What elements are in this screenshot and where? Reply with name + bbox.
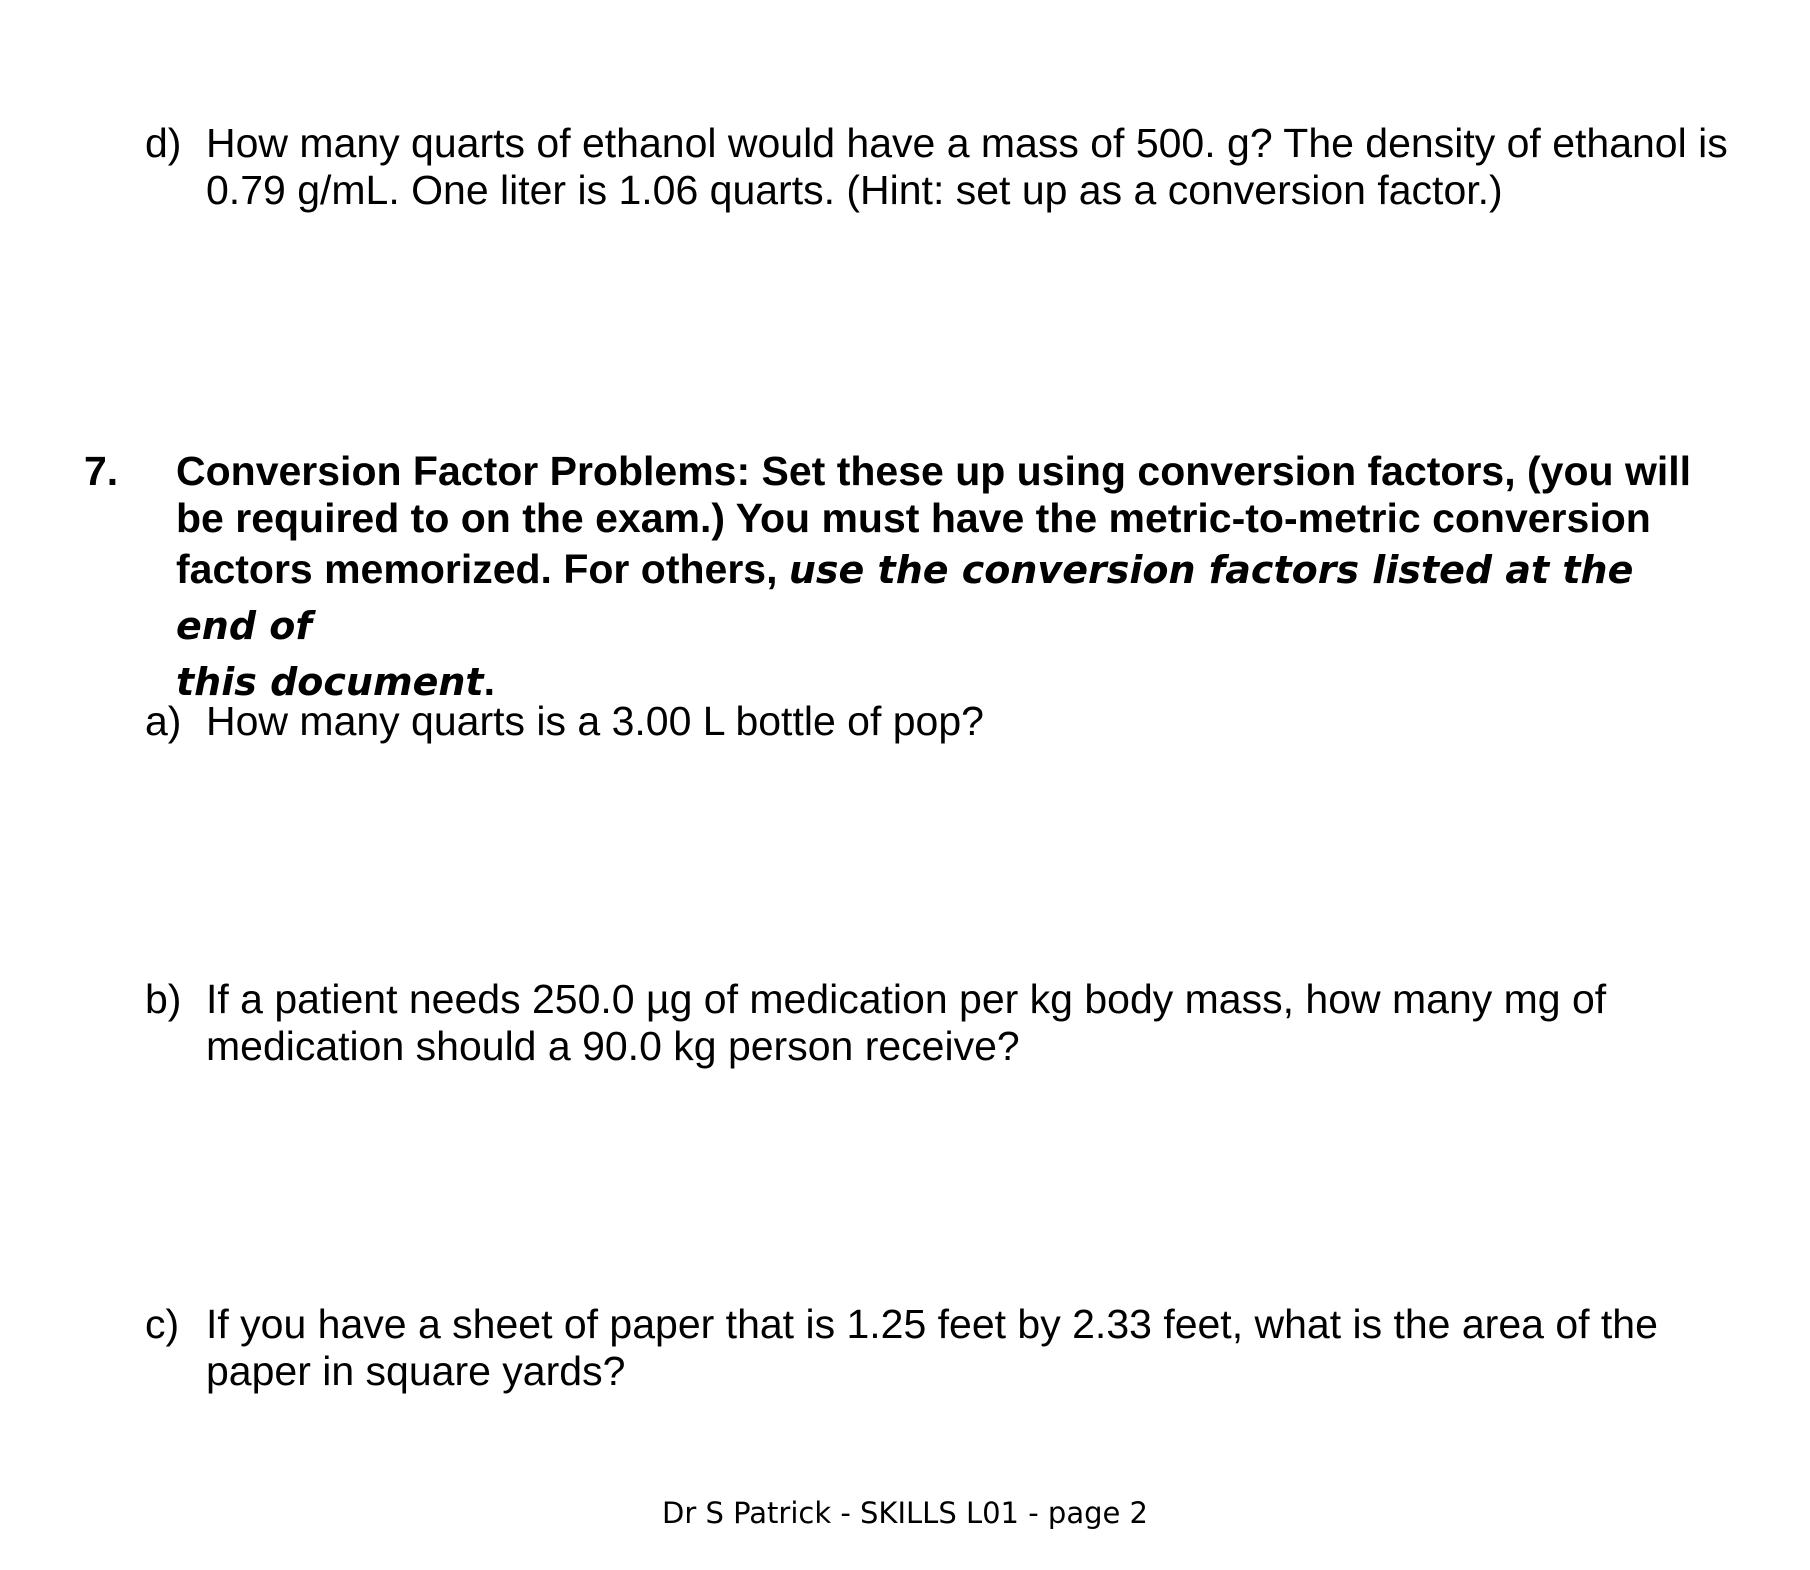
- question-7-header-line4-end: .: [483, 658, 495, 704]
- question-6d-line2: 0.79 g/mL. One liter is 1.06 quarts. (Hint: set up as a conversion factor.): [206, 167, 1503, 213]
- question-7-header-line3: [176, 542, 1706, 654]
- question-7b-label: b): [145, 976, 182, 1022]
- question-7a-line1: How many quarts is a 3.00 L bottle of pop?: [206, 698, 984, 744]
- question-7c-line2: paper in square yards?: [206, 1348, 626, 1394]
- question-7b-line1: If a patient needs 250.0 µg of medication per kg body mass, how many mg of: [206, 976, 1607, 1022]
- question-7a: [145, 698, 1745, 745]
- question-6d-line1: How many quarts of ethanol would have a mass of 500. g? The density of ethanol is: [206, 120, 1728, 166]
- question-6d: [145, 120, 1745, 214]
- question-7-header-line3-plain: factors memorized. For others,: [176, 546, 789, 592]
- question-7-header-line3-italic: use the conversion factors listed at the end of: [176, 548, 1634, 648]
- question-7-header: [176, 448, 1706, 710]
- question-7b: [145, 976, 1745, 1070]
- question-7-number: 7.: [84, 448, 119, 494]
- question-7c-label: c): [145, 1301, 180, 1347]
- question-7c-line1: If you have a sheet of paper that is 1.25 feet by 2.33 feet, what is the area of the: [206, 1301, 1658, 1347]
- question-7-header-line2: be required to on the exam.) You must have the metric-to-metric conversion: [176, 495, 1651, 541]
- question-7-header-line1: Conversion Factor Problems: Set these up using conversion factors, (you will: [176, 448, 1692, 494]
- question-7c: [145, 1301, 1745, 1395]
- question-7b-line2: medication should a 90.0 kg person receive?: [206, 1023, 1020, 1069]
- question-7a-label: a): [145, 698, 182, 744]
- question-6d-label: d): [145, 120, 182, 166]
- question-7-header-line4-italic: this document: [176, 660, 484, 704]
- page-footer: Dr S Patrick - SKILLS L01 - page 2: [661, 1496, 1149, 1530]
